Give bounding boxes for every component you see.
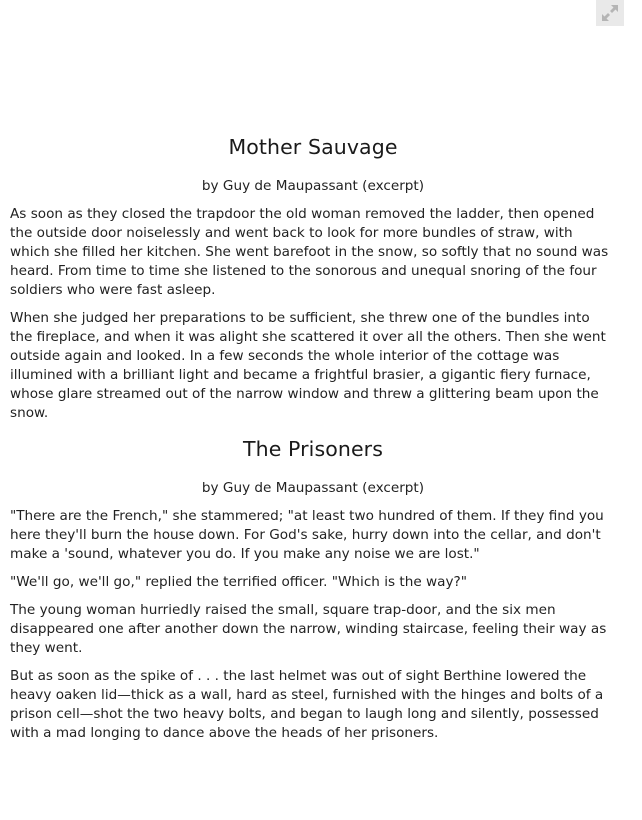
story-paragraph: "We'll go, we'll go," replied the terrified officer. "Which is the way?" bbox=[10, 574, 468, 590]
story-mother-sauvage bbox=[10, 130, 616, 423]
story-paragraph: When she judged her preparations to be sufficient, she threw one of the bundles into the fireplace, and when it was alight she scattered it over all the others. Then she went outside again and looked. In a few seconds the whole interior of the cottage was illumined with a brilliant light and became a frightful brasier, a gigantic fiery furnace, whose glare streamed out of the narrow window and threw a glittering beam upon the snow. bbox=[10, 310, 606, 421]
story-paragraph: But as soon as the spike of . . . the last helmet was out of sight Berthine lowered the heavy oaken lid—thick as a wall, hard as steel, furnished with the hinges and bolts of a prison cell—shot the two heavy bolts, and began to laugh long and silently, possessed with a mad longing to dance above the heads of her prisoners. bbox=[10, 668, 604, 741]
story-the-prisoners bbox=[10, 432, 616, 743]
story-byline: by Guy de Maupassant (excerpt) bbox=[201, 178, 425, 194]
document-content bbox=[10, 130, 616, 752]
story-paragraph: As soon as they closed the trapdoor the old woman removed the ladder, then opened the outside door noiselessly and went back to look for more bundles of straw, with which she filled her kitchen. She went barefoot in the snow, so softly that no sound was heard. From time to time she listened to the sonorous and unequal snoring of the four soldiers who were fast asleep. bbox=[10, 206, 609, 298]
expand-arrows-icon bbox=[600, 3, 620, 23]
story-title: The Prisoners bbox=[242, 437, 383, 461]
story-title: Mother Sauvage bbox=[228, 135, 398, 159]
story-paragraph: The young woman hurriedly raised the small, square trap-door, and the six men disappeared one after another down the narrow, winding staircase, feeling their way as they went. bbox=[10, 602, 607, 656]
story-paragraph: "There are the French," she stammered; "at least two hundred of them. If they find you here they'll burn the house down. For God's sake, hurry down into the cellar, and don't make a 'sound, whatever you do. If you make any noise we are lost." bbox=[10, 508, 604, 562]
story-byline: by Guy de Maupassant (excerpt) bbox=[201, 480, 425, 496]
expand-button[interactable] bbox=[596, 0, 624, 26]
